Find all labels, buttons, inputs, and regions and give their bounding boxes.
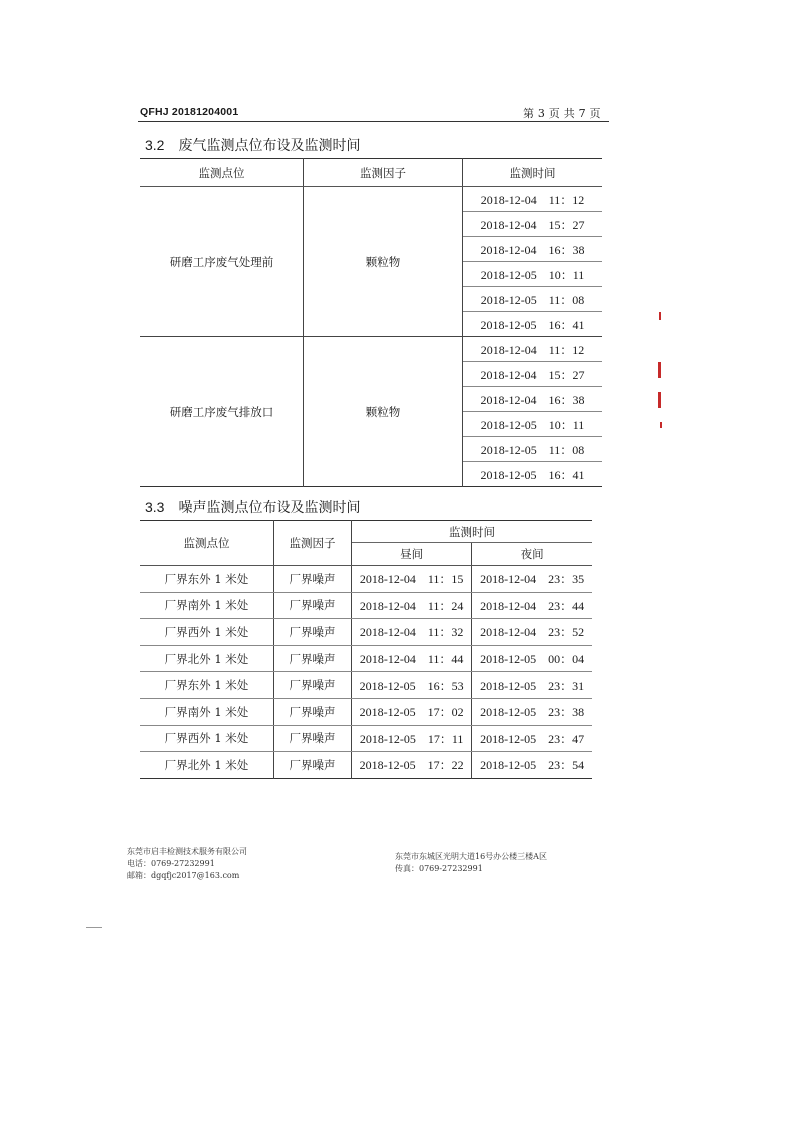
section-title: 噪声监测点位布设及监测时间 [178, 500, 361, 516]
footer-address: 东莞市东城区光明大道16号办公楼三楼A区 [395, 852, 547, 861]
day-time-cell: 2018-12-05 17：02 [352, 698, 472, 725]
table-row [140, 619, 592, 646]
factor-cell: 厂界噪声 [274, 698, 352, 725]
noise-monitoring-table [140, 520, 592, 779]
footer-phone: 电话：0769-27232991 [127, 859, 215, 868]
seal-edge-mark [659, 312, 661, 320]
point-cell: 厂界东外 1 米处 [140, 672, 274, 699]
day-time-cell: 2018-12-05 17：11 [352, 725, 472, 752]
night-time-cell: 2018-12-04 23：44 [472, 592, 592, 619]
factor-cell: 厂界噪声 [274, 672, 352, 699]
time-cell: 2018-12-04 15：27 [463, 212, 603, 237]
factor-cell: 厂界噪声 [274, 566, 352, 593]
section-title: 废气监测点位布设及监测时间 [178, 138, 361, 154]
col-header-point: 监测点位 [140, 159, 304, 187]
day-time-cell: 2018-12-05 16：53 [352, 672, 472, 699]
point-cell: 厂界北外 1 米处 [164, 757, 249, 772]
col-header-factor: 监测因子 [304, 159, 463, 187]
scan-artifact-line [86, 927, 102, 928]
night-time-cell: 2018-12-05 23：54 [480, 758, 585, 773]
table-row [140, 187, 602, 212]
point-cell: 厂界南外 1 米处 [140, 592, 274, 619]
point-cell: 厂界南外 1 米处 [140, 698, 274, 725]
section-number: 3.2 [145, 137, 165, 153]
table-row [140, 337, 602, 362]
document-id: QFHJ 20181204001 [140, 106, 239, 118]
footer-email: 邮箱：dgqfjc2017@163.com [127, 871, 240, 880]
col-header-time: 监测时间 [463, 159, 603, 187]
factor-cell: 厂界噪声 [274, 592, 352, 619]
time-cell: 2018-12-04 15：27 [463, 362, 603, 387]
factor-cell: 厂界噪声 [274, 619, 352, 646]
time-cell: 2018-12-04 11：12 [463, 187, 603, 212]
night-time-cell: 2018-12-04 23：35 [472, 566, 592, 593]
time-cell: 2018-12-04 16：38 [463, 387, 603, 412]
footer-company: 东莞市启丰检测技术服务有限公司 [127, 847, 247, 856]
night-time-cell: 2018-12-05 23：47 [472, 725, 592, 752]
footer-company-block [127, 846, 247, 882]
table-row [140, 645, 592, 672]
factor-cell: 厂界噪声 [274, 752, 352, 779]
time-cell: 2018-12-05 10：11 [463, 262, 603, 287]
time-cell: 2018-12-05 11：08 [463, 437, 603, 462]
exhaust-gas-monitoring-table [140, 158, 602, 487]
night-time-cell: 2018-12-05 00：04 [472, 645, 592, 672]
seal-edge-mark [660, 422, 662, 428]
point-cell: 厂界西外 1 米处 [140, 725, 274, 752]
time-cell: 2018-12-05 16：41 [480, 467, 585, 482]
col-header-night: 夜间 [472, 543, 592, 566]
page-info: 第 3 页 共 7 页 [523, 107, 601, 120]
day-time-cell: 2018-12-05 17：22 [352, 752, 472, 779]
point-cell: 厂界北外 1 米处 [140, 645, 274, 672]
table-row [140, 698, 592, 725]
factor-cell: 厂界噪声 [274, 645, 352, 672]
factor-cell: 颗粒物 [304, 337, 463, 487]
time-cell: 2018-12-05 16：41 [463, 312, 603, 337]
day-time-cell: 2018-12-04 11：15 [352, 566, 472, 593]
col-header-day: 昼间 [352, 543, 472, 566]
table-row [140, 752, 592, 779]
day-time-cell: 2018-12-04 11：32 [352, 619, 472, 646]
col-header-factor: 监测因子 [274, 521, 352, 566]
point-cell: 研磨工序废气处理前 [140, 187, 304, 337]
factor-cell: 厂界噪声 [274, 725, 352, 752]
seal-edge-mark [658, 362, 661, 378]
point-cell: 厂界西外 1 米处 [140, 619, 274, 646]
time-cell: 2018-12-04 16：38 [463, 237, 603, 262]
point-cell: 厂界东外 1 米处 [140, 566, 274, 593]
time-cell: 2018-12-05 11：08 [463, 287, 603, 312]
col-header-time: 监测时间 [352, 521, 593, 543]
night-time-cell: 2018-12-05 23：38 [472, 698, 592, 725]
footer-address-block [395, 851, 547, 875]
section-number: 3.3 [145, 499, 165, 515]
point-cell: 研磨工序废气排放口 [169, 404, 274, 419]
time-cell: 2018-12-04 11：12 [463, 337, 603, 362]
day-time-cell: 2018-12-04 11：24 [352, 592, 472, 619]
col-header-point: 监测点位 [140, 521, 274, 566]
night-time-cell: 2018-12-05 23：31 [472, 672, 592, 699]
table-row [140, 725, 592, 752]
night-time-cell: 2018-12-04 23：52 [472, 619, 592, 646]
section-3-3-heading [145, 497, 360, 517]
footer-fax: 传真：0769-27232991 [395, 864, 483, 873]
seal-edge-mark [658, 392, 661, 408]
day-time-cell: 2018-12-04 11：44 [352, 645, 472, 672]
table-row [140, 592, 592, 619]
section-3-2-heading [145, 135, 360, 155]
factor-cell: 颗粒物 [304, 187, 463, 337]
header-rule [138, 121, 609, 122]
table-row [140, 672, 592, 699]
table-row [140, 566, 592, 593]
time-cell: 2018-12-05 10：11 [463, 412, 603, 437]
